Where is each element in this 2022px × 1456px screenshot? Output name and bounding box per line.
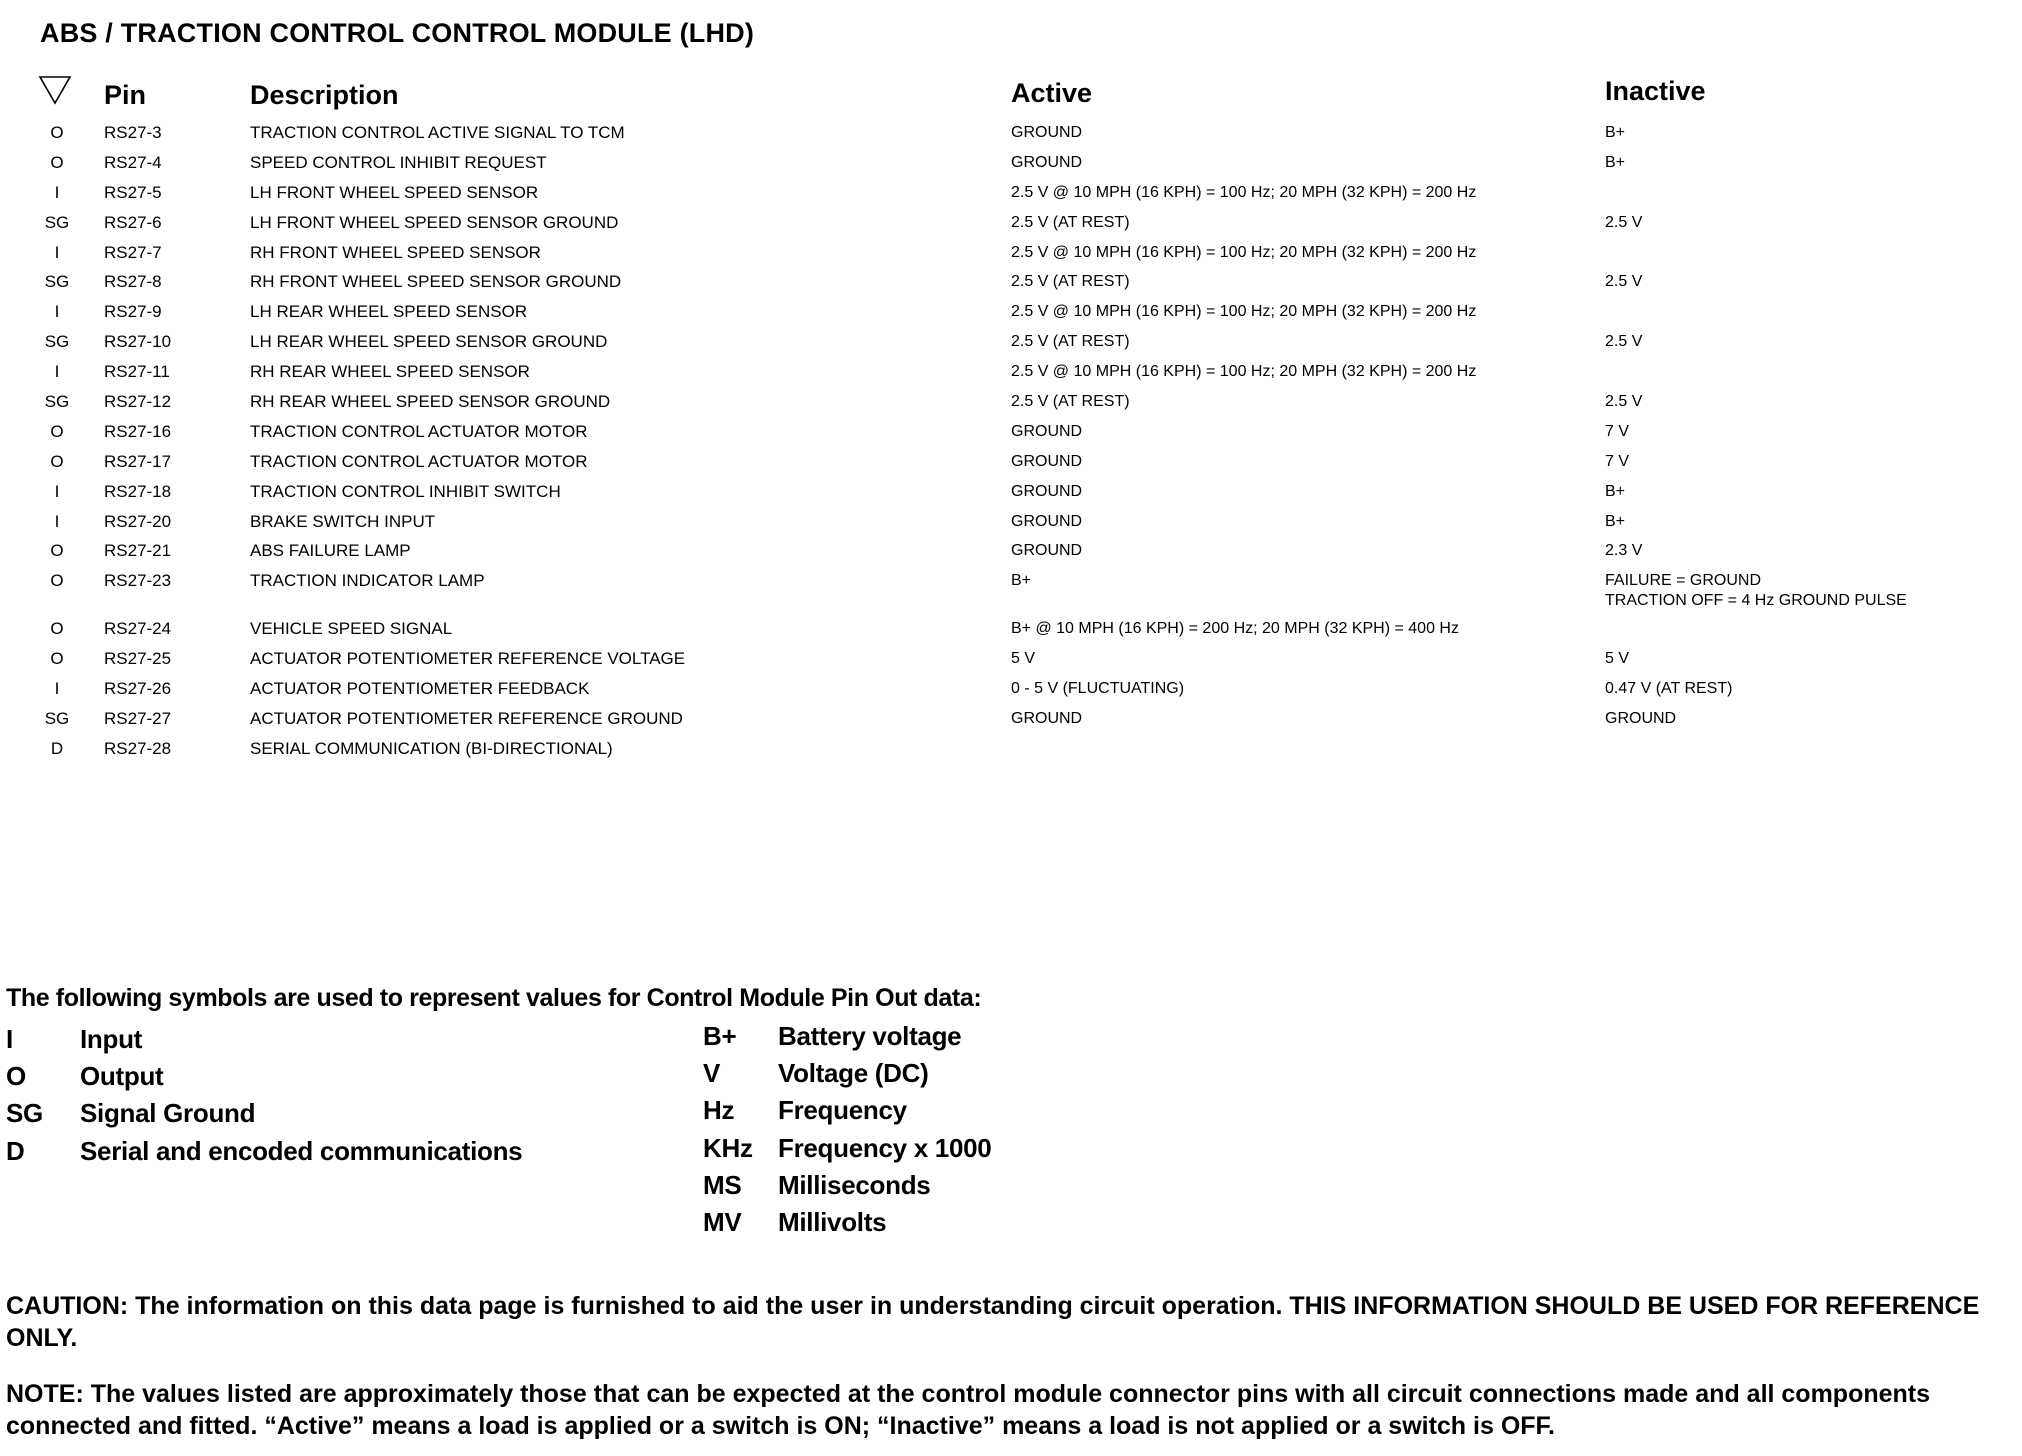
pin-number: RS27-21 bbox=[104, 541, 172, 561]
pin-symbol: O bbox=[50, 123, 64, 142]
pin-number: RS27-20 bbox=[104, 511, 172, 531]
pin-number: RS27-4 bbox=[104, 152, 162, 172]
pin-symbol: D bbox=[50, 738, 64, 758]
legend-symbol: Hz bbox=[703, 1095, 735, 1126]
table-row bbox=[0, 706, 2022, 736]
pin-number: RS27-12 bbox=[104, 392, 172, 412]
pin-description: SPEED CONTROL INHIBIT REQUEST bbox=[250, 152, 547, 172]
pin-number: RS27-18 bbox=[104, 481, 172, 501]
legend-definition: Output bbox=[80, 1061, 164, 1092]
pin-active-value: 2.5 V (AT REST) bbox=[1011, 333, 1130, 351]
table-row bbox=[0, 419, 2022, 449]
pin-inactive-value bbox=[1605, 679, 1732, 699]
column-header-description: Description bbox=[250, 80, 399, 110]
pin-active-value: GROUND bbox=[1011, 422, 1083, 440]
pin-active-value: 2.5 V @ 10 MPH (16 KPH) = 100 Hz; 20 MPH (32 KPH) = 200 Hz bbox=[1011, 303, 1477, 321]
table-row bbox=[0, 676, 2022, 706]
pin-inactive-value bbox=[1605, 541, 1642, 561]
pin-symbol: SG bbox=[44, 212, 70, 232]
pin-active-value: 2.5 V (AT REST) bbox=[1011, 273, 1130, 291]
pin-inactive-value bbox=[1605, 482, 1625, 502]
legend-definition: Input bbox=[80, 1024, 143, 1054]
legend-symbol: I bbox=[6, 1024, 13, 1054]
legend-definition: Battery voltage bbox=[778, 1021, 962, 1051]
table-row bbox=[0, 180, 2022, 210]
legend-definition: Frequency bbox=[778, 1095, 907, 1126]
pin-description: LH REAR WHEEL SPEED SENSOR GROUND bbox=[250, 332, 608, 352]
pin-inactive-line: B+ bbox=[1605, 482, 1626, 500]
pin-description: VEHICLE SPEED SIGNAL bbox=[250, 619, 453, 639]
pin-active-value: GROUND bbox=[1011, 542, 1083, 560]
pin-inactive-line: FAILURE = GROUND bbox=[1605, 572, 1762, 590]
pin-inactive-value bbox=[1605, 153, 1625, 173]
pin-inactive-value bbox=[1605, 571, 1907, 611]
legend-intro: The following symbols are used to represent values for Control Module Pin Out data: bbox=[6, 984, 982, 1012]
pin-description: RH FRONT WHEEL SPEED SENSOR bbox=[250, 242, 541, 262]
pin-inactive-line: 0.47 V (AT REST) bbox=[1605, 680, 1733, 698]
pin-number: RS27-23 bbox=[104, 571, 172, 591]
pin-description: TRACTION CONTROL INHIBIT SWITCH bbox=[250, 481, 561, 501]
table-row bbox=[0, 269, 2022, 299]
column-header-active: Active bbox=[1011, 78, 1093, 108]
pin-symbol: I bbox=[54, 242, 60, 262]
pin-description: LH FRONT WHEEL SPEED SENSOR GROUND bbox=[250, 212, 619, 232]
table-row bbox=[0, 359, 2022, 389]
note-text: NOTE: The values listed are approximately those that can be expected at the control module connector pins with all circuit connections made and all components connected and fitted. “Active” means a load is applied or a switch is ON; “Inactive” means a load is not applied or a switch is OFF. bbox=[6, 1380, 1931, 1440]
pin-active-value: B+ @ 10 MPH (16 KPH) = 200 Hz; 20 MPH (32 KPH) = 400 Hz bbox=[1011, 620, 1459, 638]
pin-description: TRACTION CONTROL ACTIVE SIGNAL TO TCM bbox=[250, 123, 625, 142]
table-row bbox=[0, 479, 2022, 509]
pin-symbol: SG bbox=[44, 709, 70, 729]
table-row bbox=[0, 616, 2022, 646]
caution-text: CAUTION: The information on this data page is furnished to aid the user in understanding circuit operation. THIS INFORMATION SHOULD BE USED FOR REFERENCE ONLY. bbox=[6, 1292, 1980, 1352]
pin-description: ACTUATOR POTENTIOMETER REFERENCE VOLTAGE bbox=[250, 649, 686, 669]
pin-inactive-line: 7 V bbox=[1605, 422, 1630, 440]
pin-number: RS27-27 bbox=[104, 709, 172, 729]
pin-inactive-line: 2.5 V bbox=[1605, 273, 1643, 291]
pin-description: RH REAR WHEEL SPEED SENSOR bbox=[250, 362, 530, 382]
pin-description: LH REAR WHEEL SPEED SENSOR bbox=[250, 302, 528, 322]
pin-symbol: I bbox=[54, 182, 60, 202]
pin-description: LH FRONT WHEEL SPEED SENSOR bbox=[250, 182, 539, 202]
pin-number: RS27-8 bbox=[104, 272, 162, 292]
pin-active-value: 2.5 V @ 10 MPH (16 KPH) = 100 Hz; 20 MPH (32 KPH) = 200 Hz bbox=[1011, 183, 1477, 201]
pin-number: RS27-3 bbox=[104, 123, 162, 142]
pin-number: RS27-26 bbox=[104, 679, 172, 699]
pin-active-value: GROUND bbox=[1011, 482, 1083, 500]
pin-inactive-value bbox=[1605, 709, 1676, 729]
pin-symbol: O bbox=[50, 152, 64, 172]
pin-inactive-value bbox=[1605, 123, 1625, 143]
pin-description: TRACTION INDICATOR LAMP bbox=[250, 571, 485, 591]
pin-inactive-value bbox=[1605, 649, 1629, 669]
pin-table bbox=[0, 120, 2022, 766]
pin-inactive-line: 2.5 V bbox=[1605, 333, 1643, 351]
pin-number: RS27-25 bbox=[104, 649, 172, 669]
pin-number: RS27-9 bbox=[104, 302, 162, 322]
column-header-inactive: Inactive bbox=[1605, 76, 1706, 106]
table-row bbox=[0, 538, 2022, 568]
pin-active-value: GROUND bbox=[1011, 710, 1083, 728]
pin-inactive-value bbox=[1605, 272, 1642, 292]
pin-description: ACTUATOR POTENTIOMETER FEEDBACK bbox=[250, 679, 590, 699]
pin-active-value: 2.5 V (AT REST) bbox=[1011, 393, 1130, 411]
pin-description: SERIAL COMMUNICATION (BI-DIRECTIONAL) bbox=[250, 738, 613, 758]
pin-symbol: I bbox=[54, 481, 60, 501]
pin-symbol: SG bbox=[44, 332, 70, 352]
pin-inactive-value bbox=[1605, 392, 1642, 412]
table-row bbox=[0, 150, 2022, 180]
legend-symbol: V bbox=[703, 1058, 721, 1089]
page-title: ABS / TRACTION CONTROL CONTROL MODULE (LHD) bbox=[40, 18, 755, 48]
legend-symbol: KHz bbox=[703, 1132, 753, 1163]
pin-number: RS27-28 bbox=[104, 738, 172, 758]
pin-symbol: O bbox=[50, 451, 64, 471]
pin-symbol: O bbox=[50, 571, 64, 591]
pin-number: RS27-7 bbox=[104, 242, 162, 262]
pin-inactive-line: B+ bbox=[1605, 512, 1626, 530]
pin-number: RS27-5 bbox=[104, 182, 162, 202]
table-row bbox=[0, 240, 2022, 270]
pin-inactive-line: TRACTION OFF = 4 Hz GROUND PULSE bbox=[1605, 592, 1907, 610]
table-row bbox=[0, 509, 2022, 539]
pin-number: RS27-6 bbox=[104, 212, 162, 232]
legend-definition: Milliseconds bbox=[778, 1169, 931, 1200]
pin-active-value: 2.5 V @ 10 MPH (16 KPH) = 100 Hz; 20 MPH (32 KPH) = 200 Hz bbox=[1011, 363, 1477, 381]
pin-symbol: I bbox=[54, 679, 60, 699]
pin-symbol: I bbox=[54, 302, 60, 322]
pin-inactive-line: 2.5 V bbox=[1605, 213, 1643, 231]
column-header-pin: Pin bbox=[104, 80, 147, 110]
legend-definition: Millivolts bbox=[778, 1206, 887, 1237]
pin-active-value: 5 V bbox=[1011, 650, 1036, 668]
pin-number: RS27-17 bbox=[104, 451, 172, 471]
table-row bbox=[0, 646, 2022, 676]
pin-number: RS27-11 bbox=[104, 362, 170, 382]
pin-active-value: GROUND bbox=[1011, 124, 1083, 141]
pin-number: RS27-16 bbox=[104, 421, 172, 441]
pin-description: RH FRONT WHEEL SPEED SENSOR GROUND bbox=[250, 272, 622, 292]
table-row bbox=[0, 210, 2022, 240]
table-row bbox=[0, 120, 2022, 150]
pin-inactive-value bbox=[1605, 422, 1629, 442]
table-row bbox=[0, 736, 2022, 766]
pin-active-value: 2.5 V (AT REST) bbox=[1011, 213, 1130, 231]
legend-symbol: B+ bbox=[703, 1021, 737, 1051]
pin-inactive-value bbox=[1605, 512, 1625, 532]
pin-symbol: O bbox=[50, 541, 64, 561]
legend-symbol: O bbox=[6, 1061, 26, 1092]
pin-active-value: GROUND bbox=[1011, 153, 1083, 171]
pin-number: RS27-10 bbox=[104, 332, 172, 352]
pin-inactive-line: B+ bbox=[1605, 153, 1626, 171]
pin-inactive-line: GROUND bbox=[1605, 710, 1677, 728]
pin-description: BRAKE SWITCH INPUT bbox=[250, 511, 436, 531]
legend-symbol: D bbox=[6, 1135, 25, 1166]
pin-inactive-line: B+ bbox=[1605, 124, 1626, 141]
pin-inactive-line: 2.5 V bbox=[1605, 393, 1643, 411]
legend-definition: Voltage (DC) bbox=[778, 1058, 929, 1089]
pin-description: ABS FAILURE LAMP bbox=[250, 541, 411, 561]
pin-number: RS27-24 bbox=[104, 619, 172, 639]
pin-description: TRACTION CONTROL ACTUATOR MOTOR bbox=[250, 451, 588, 471]
pin-description: ACTUATOR POTENTIOMETER REFERENCE GROUND bbox=[250, 709, 683, 729]
pin-symbol: SG bbox=[44, 392, 70, 412]
pin-symbol: O bbox=[50, 421, 64, 441]
table-row bbox=[0, 329, 2022, 359]
legend-symbol: MS bbox=[703, 1169, 742, 1200]
pin-active-value: GROUND bbox=[1011, 512, 1083, 530]
pin-inactive-line: 2.3 V bbox=[1605, 542, 1643, 560]
legend-symbol: SG bbox=[6, 1098, 43, 1129]
pin-symbol: I bbox=[54, 511, 60, 531]
pin-inactive-value bbox=[1605, 213, 1642, 233]
pin-inactive-value bbox=[1605, 332, 1642, 352]
pin-active-value: B+ bbox=[1011, 572, 1032, 590]
pin-active-value: 0 - 5 V (FLUCTUATING) bbox=[1011, 680, 1185, 698]
pin-inactive-value bbox=[1605, 452, 1629, 472]
table-row bbox=[0, 299, 2022, 329]
pin-symbol: SG bbox=[44, 272, 70, 292]
pin-active-value: GROUND bbox=[1011, 452, 1083, 470]
pin-description: RH REAR WHEEL SPEED SENSOR GROUND bbox=[250, 392, 611, 412]
table-row bbox=[0, 389, 2022, 419]
table-row bbox=[0, 449, 2022, 479]
legend-definition: Frequency x 1000 bbox=[778, 1132, 992, 1163]
pin-symbol: I bbox=[54, 362, 60, 382]
pin-inactive-line: 7 V bbox=[1605, 452, 1630, 470]
legend-symbol: MV bbox=[703, 1206, 742, 1237]
pin-inactive-line: 5 V bbox=[1605, 650, 1630, 668]
pin-description: TRACTION CONTROL ACTUATOR MOTOR bbox=[250, 421, 588, 441]
downward-triangle-icon bbox=[38, 74, 72, 106]
pin-active-value: 2.5 V @ 10 MPH (16 KPH) = 100 Hz; 20 MPH (32 KPH) = 200 Hz bbox=[1011, 243, 1477, 261]
table-row bbox=[0, 568, 2022, 616]
legend-definition: Signal Ground bbox=[80, 1098, 256, 1129]
pin-symbol: O bbox=[50, 649, 64, 669]
legend-definition: Serial and encoded communications bbox=[80, 1135, 523, 1166]
pin-symbol: O bbox=[50, 619, 64, 639]
